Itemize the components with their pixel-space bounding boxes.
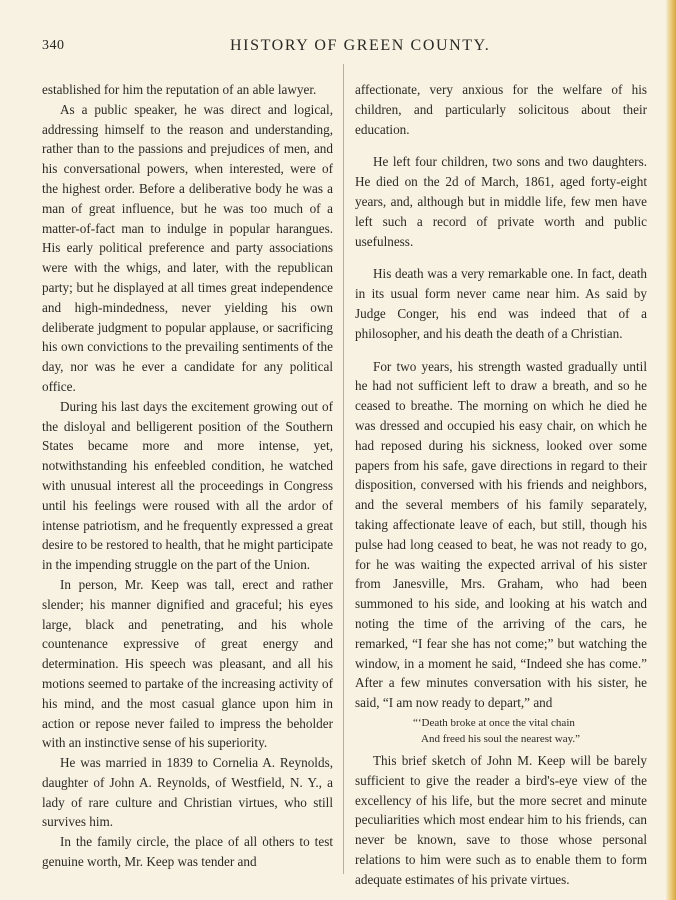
paragraph: During his last days the excitement growing out of the disloyal and belligerent position of the Southern States became more and more intense, yet, notwithstanding his enfeebled condition, he watched with unusual interest all the proceedings in Congress until his feelings were roused with all the ardor of intense patriotism, and he frequently expressed a great desire to be restored to health, that he might participate in the impending struggle on the part of the Union. [42,398,333,573]
paragraph: In the family circle, the place of all others to test genuine worth, Mr. Keep was tender and [42,834,333,870]
paragraph: His death was a very remarkable one. In fact, death in its usual form never came near him. As said by Judge Conger, his end was indeed that of a philosopher, and his death the death of a Christian. [355,266,647,341]
verse-quote [355,715,647,747]
running-head [0,38,676,58]
paragraph: As a public speaker, he was direct and logical, addressing himself to the reason and understanding, rather than to the passions and prejudices of men, and his conversational powers, when interested, were of the highest order. Before a deliberative body he was a man of great influence, but he was too much of a matter-of-fact man to indulge in popular harangues. His early political preference and party associations were with the whigs, and later, with the republican party; but he displayed at all times great independence and high-mindedness, never yielding his own deliberate judgment to popular applause, or sacrificing his own convictions to the prevailing sentiments of the day, nor was he ever a candidate for any political office. [42,101,333,394]
left-column [42,80,333,872]
verse-line: And freed his soul the nearest way.” [421,732,581,745]
paragraph: For two years, his strength wasted gradually until he had not sufficient left to draw a breath, and so he ceased to breathe. The morning on which he died he was dressed and occupied his easy chair, on which he had reposed during his sickness, looked over some papers from his safe, gave directions in regard to their disposition, conversed with his friends and neighbors, and the several members of his family separately, taking affectionate leave of each, but still, though his pulse had long ceased to beat, he was not ready to go, for he was waiting the expected arrival of his sister from Janesville, Mrs. Graham, who had been summoned to his side, and looking at his watch and noting the time of the arriving of the cars, he remarked, “I fear she has not come;” but watching the window, in a moment he said, “Indeed she has come.” After a few minutes conversation with his sister, he said, “I am now ready to depart,” and [355,358,647,711]
verse-line: “‘Death broke at once the vital chain [413,716,575,729]
paragraph: He was married in 1839 to Cornelia A. Reynolds, daughter of John A. Reynolds, of Westfield, N. Y., a lady of rare culture and Christian virtues, who still survives him. [42,755,333,830]
page-number: 340 [42,38,65,53]
paragraph: He left four children, two sons and two daughters. He died on the 2d of March, 1861, aged forty-eight years, and, although but in middle life, few men have left such a record of private worth and public usefulness. [355,154,647,249]
book-title: HISTORY OF GREEN COUNTY. [230,37,491,54]
page-edge [666,0,676,900]
paragraph: This brief sketch of John M. Keep will be barely sufficient to give the reader a bird's-eye view of the excellency of his life, but the more secret and minute peculiarities which most endear him to his friends, can never be known, save to those whose personal relations to him were such as to enable them to form adequate estimates of his private virtues. [355,752,647,887]
right-column [355,80,647,889]
paragraph: affectionate, very anxious for the welfare of his children, and particularly solicitous about their education. [355,82,647,137]
paragraph: established for him the reputation of an able lawyer. [42,82,317,97]
column-divider [343,64,344,874]
paragraph: In person, Mr. Keep was tall, erect and rather slender; his manner dignified and graceful; his eyes large, black and penetrating, and his whole countenance expressive of great energy and determination. His speech was pleasant, and all his motions seemed to partake of the increasing activity of his mind, and the most casual glance upon him in action or repose never failed to impress the beholder with an instinctive sense of his superiority. [42,576,333,751]
